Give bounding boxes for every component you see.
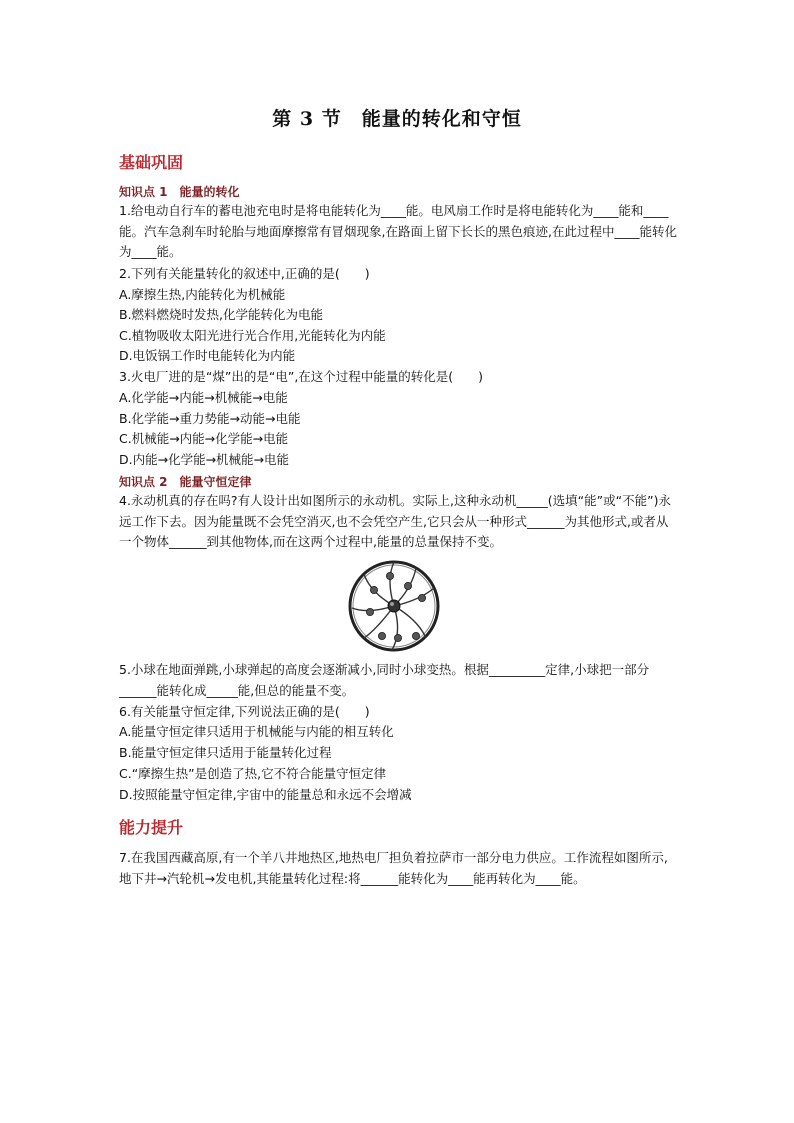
q6-option-c: C.“摩擦生热”是创造了热,它不符合能量守恒定律	[119, 766, 387, 781]
question-4: 4.永动机真的存在吗?有人设计出如图所示的永动机。实际上,这种永动机_____(选填“能”或“不能”)永远工作下去。因为能量既不会凭空消灭,也不会凭空产生,它只会从一种形式______为其他形式,或者从一个物体______到其他物体,而在这两个过程中,能量的总量保持不变。	[119, 493, 671, 549]
perpetual-motion-wheel-figure	[342, 558, 446, 654]
q2-option-d: D.电饭锅工作时电能转化为内能	[119, 348, 296, 363]
question-6: 6.有关能量守恒定律,下列说法正确的是( )	[119, 704, 370, 719]
question-3: 3.火电厂进的是“煤”出的是“电”,在这个过程中能量的转化是( )	[119, 369, 484, 384]
q6-option-a: A.能量守恒定律只适用于机械能与内能的相互转化	[119, 724, 394, 739]
question-5: 5.小球在地面弹跳,小球弹起的高度会逐渐减小,同时小球变热。根据_________定律,小球把一部分______能转化成_____能,但总的能量不变。	[119, 662, 650, 698]
question-1: 1.给电动自行车的蓄电池充电时是将电能转化为____能。电风扇工作时是将电能转化为____能和____能。汽车急刹车时轮胎与地面摩擦常有冒烟现象,在路面上留下长长的黑色痕迹,在此过程中____能转化为____能。	[119, 203, 677, 259]
q2-option-b: B.燃料燃烧时发热,化学能转化为电能	[119, 307, 324, 322]
q3-option-c: C.机械能→内能→化学能→电能	[119, 431, 289, 446]
knowledge-point-1: 知识点 1 能量的转化	[119, 185, 240, 199]
question-7: 7.在我国西藏高原,有一个羊八井地热区,地热电厂担负着拉萨市一部分电力供应。工作流程如图所示,地下井→汽轮机→发电机,其能量转化过程:将______能转化为____能再转化为____能。	[119, 850, 668, 886]
q6-option-d: D.按照能量守恒定律,宇宙中的能量总和永远不会增减	[119, 787, 412, 802]
page-title: 第 3 节 能量的转化和守恒	[272, 108, 522, 130]
q2-option-a: A.摩擦生热,内能转化为机械能	[119, 287, 286, 302]
section-heading-basic: 基础巩固	[119, 153, 184, 172]
q3-option-d: D.内能→化学能→机械能→电能	[119, 452, 290, 467]
question-2: 2.下列有关能量转化的叙述中,正确的是( )	[119, 266, 370, 281]
knowledge-point-2: 知识点 2 能量守恒定律	[119, 475, 252, 489]
q2-option-c: C.植物吸收太阳光进行光合作用,光能转化为内能	[119, 328, 386, 343]
q6-option-b: B.能量守恒定律只适用于能量转化过程	[119, 745, 332, 760]
q3-option-a: A.化学能→内能→机械能→电能	[119, 390, 288, 405]
q3-option-b: B.化学能→重力势能→动能→电能	[119, 411, 301, 426]
section-heading-advanced: 能力提升	[119, 818, 184, 837]
